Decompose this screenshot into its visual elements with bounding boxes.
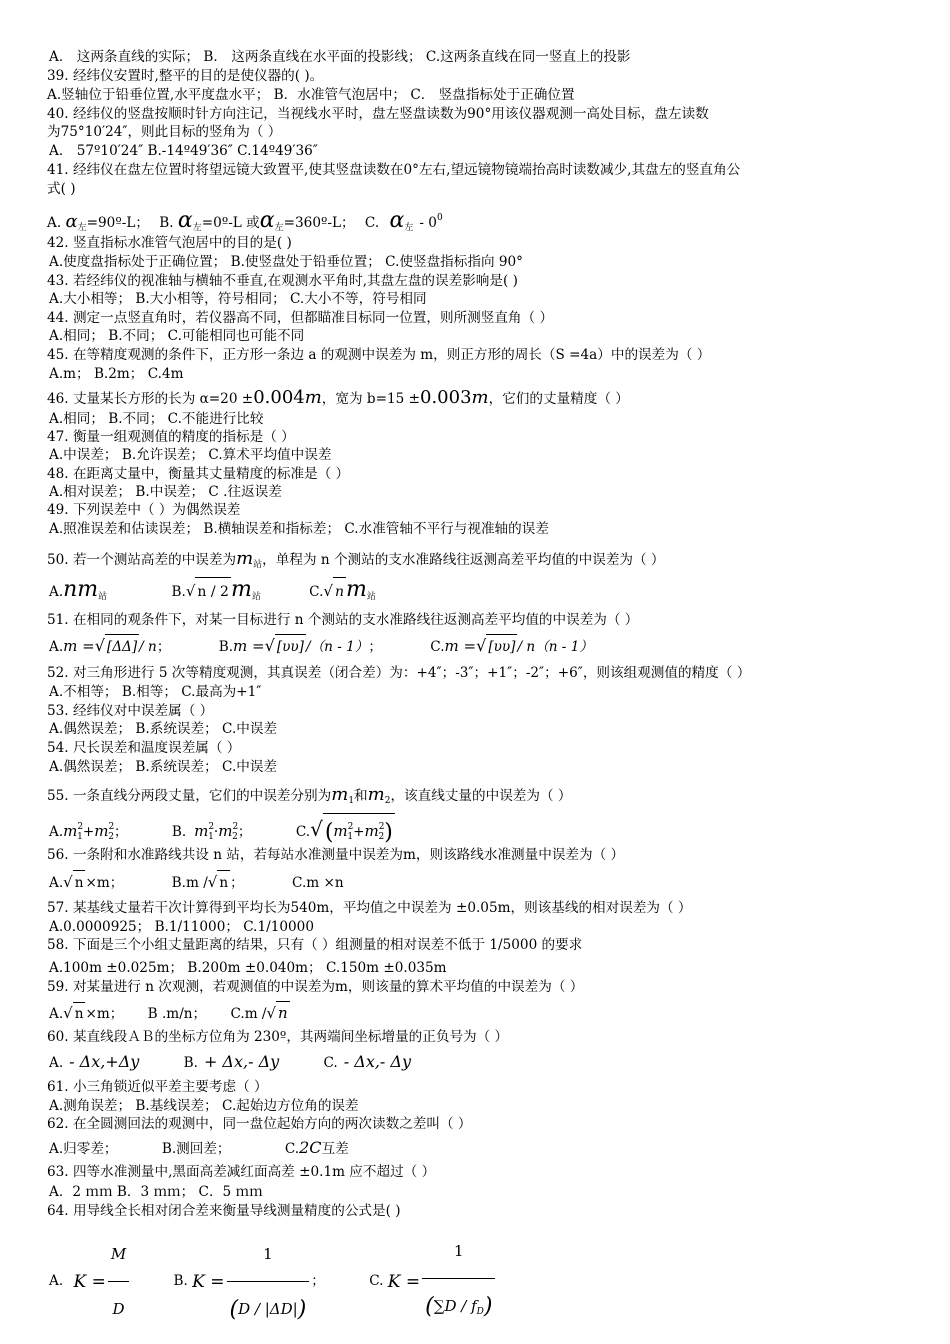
q38-options: A． 这两条直线的实际； B． 这两条直线在水平面的投影线； C.这两条直线在同一竖直上的投影 xyxy=(49,49,631,65)
q64-options: A. K = $\frac{M}{D}$ B. K = $\frac{1}{(D / |\Delta D|)}$ ； C. K = $\frac{1}{(\sum D / fD)}$ xyxy=(49,1224,497,1280)
q48-options: A.相对误差； B.中误差； C .往返误差 xyxy=(49,484,282,500)
q53-stem: 53. 经纬仪对中误差属（ ） xyxy=(47,703,214,719)
q59-stem: 59. 对某量进行 n 次观测，若观测值的中误差为m，则该量的算术平均值的中误差为（ ） xyxy=(47,979,584,995)
q64-stem: 64. 用导线全长相对闭合差来衡量导线测量精度的公式是( ) xyxy=(47,1203,401,1219)
q62-stem: 62. 在全圆测回法的观测中，同一盘位起始方向的两次读数之差叫（ ） xyxy=(47,1116,472,1132)
q43-options: A.大小相等； B.大小相等，符号相同； C.大小不等，符号相同 xyxy=(49,291,427,307)
q44-stem: 44. 测定一点竖直角时，若仪器高不同，但都瞄准目标同一位置，则所测竖直角（ ） xyxy=(47,310,554,326)
q47-options: A.中误差； B.允许误差； C.算术平均值中误差 xyxy=(49,447,332,463)
q50-stem: 50. 若一个测站高差的中误差为m站，单程为 n 个测站的支水准路线往返测高差平均值的中误差为（ ） xyxy=(47,548,665,570)
q40-stem-2: 为75°10′24″，则此目标的竖角为（ ） xyxy=(47,124,282,140)
q45-options: A.m； B.2m； C.4m xyxy=(49,366,184,382)
q40-stem-1: 40. 经纬仪的竖盘按顺时针方向注记，当视线水平时，盘左竖盘读数为90°用该仪器观测一高处目标，盘左读数 xyxy=(47,106,709,122)
q42-options: A.使度盘指标处于正确位置； B.使竖盘处于铅垂位置； C.使竖盘指标指向 90° xyxy=(49,254,523,270)
q63-stem: 63. 四等水准测量中,黑面高差减红面高差 ±0.1m 应不超过（ ） xyxy=(47,1164,436,1180)
q41-stem-2: 式( ) xyxy=(47,181,76,197)
q46-stem: 46. 丈量某长方形的长为 α=20 ±0.004m，宽为 b=15 ±0.003m，它们的丈量精度（ ） xyxy=(47,387,629,408)
q52-stem: 52. 对三角形进行 5 次等精度观测，其真误差（闭合差）为：+4″；-3″；+1″；-2″；+6″，则该组观测值的精度（ ） xyxy=(47,665,751,681)
q51-stem: 51. 在相同的观条件下，对某一目标进行 n 个测站的支水准路线往返测高差平均值的中误差为（ ） xyxy=(47,612,639,628)
q45-stem: 45. 在等精度观测的条件下，正方形一条边 a 的观测中误差为 m，则正方形的周长（S =4a）中的误差为（ ） xyxy=(47,347,711,363)
q41-options: A. α左=90º-L； B. α左=0º-L 或α左=360º-L； C. α左 - 00 xyxy=(47,208,443,233)
q52-options: A.不相等； B.相等； C.最高为+1″ xyxy=(49,684,262,700)
q57-stem: 57. 某基线丈量若干次计算得到平均长为540m，平均值之中误差为 ±0.05m，则该基线的相对误差为（ ） xyxy=(47,900,692,916)
q39-stem: 39. 经纬仪安置时,整平的目的是使仪器的( )。 xyxy=(47,68,324,84)
q39-options: A.竖轴位于铅垂位置,水平度盘水平； B．水准管气泡居中； C． 竖盘指标处于正确位置 xyxy=(47,87,575,103)
q44-options: A.相同； B.不同； C.可能相同也可能不同 xyxy=(49,328,305,344)
q53-options: A.偶然误差； B.系统误差； C.中误差 xyxy=(49,721,278,737)
q58-options: A.100m ±0.025m； B.200m ±0.040m； C.150m ±0.035m xyxy=(49,960,447,976)
q42-stem: 42. 竖直指标水准管气泡居中的目的是( ) xyxy=(47,235,292,251)
q49-stem: 49. 下列误差中（ ）为偶然误差 xyxy=(47,502,241,518)
q58-stem: 58. 下面是三个小组丈量距离的结果，只有（ ）组测量的相对误差不低于 1/5000 的要求 xyxy=(47,937,583,953)
q40-options: A． 57º10′24″ B.-14º49′36″ C.14º49′36″ xyxy=(49,143,318,159)
q61-options: A.测角误差； B.基线误差； C.起始边方位角的误差 xyxy=(49,1098,359,1114)
q56-options: A.√ n×m； B.m /√ n ； C.m ×n xyxy=(49,870,344,895)
q50-options: A.nm站 B.√ n / 2m站 C.√ nm站 xyxy=(49,576,376,611)
q55-options: A.m21+m22； B. m21·m22； C.√(m21+m22) xyxy=(49,813,395,850)
q54-options: A.偶然误差； B.系统误差； C.中误差 xyxy=(49,759,278,775)
q63-options: A．2 ｍｍ B．3 ｍｍ； C．5 ｍｍ xyxy=(49,1184,263,1200)
q54-stem: 54. 尺长误差和温度误差属（ ） xyxy=(47,740,241,756)
q60-stem: 60. 某直线段ＡＢ的坐标方位角为 230º，其两端间坐标增量的正负号为（ ） xyxy=(47,1029,509,1045)
q47-stem: 47. 衡量一组观测值的精度的指标是（ ） xyxy=(47,429,295,445)
q62-options: A.归零差； B.测回差； C.2C互差 xyxy=(49,1138,349,1157)
q56-stem: 56. 一条附和水准路线共设 n 站，若每站水准测量中误差为m，则该路线水准测量中误差为（ ） xyxy=(47,847,625,863)
q60-options: A. - Δx,+Δy B. + Δx,- Δy C. - Δx,- Δy xyxy=(49,1052,412,1071)
q46-options: A.相同； B.不同； C.不能进行比较 xyxy=(49,411,264,427)
q41-stem-1: 41. 经纬仪在盘左位置时将望远镜大致置平,使其竖盘读数在0°左右,望远镜物镜端抬高时读数减少,其盘左的竖直角公 xyxy=(47,162,741,178)
q59-options: A.√ n×m； B .m/n； C.m /√ n xyxy=(49,1001,290,1025)
q55-stem: 55. 一条直线分两段丈量，它们的中误差分别为m1和m2，该直线丈量的中误差为（ ） xyxy=(47,784,572,806)
q49-options: A.照准误差和估读误差； B.横轴误差和指标差； C.水准管轴不平行与视准轴的误差 xyxy=(49,521,549,537)
q51-options: A.m =√ [ΔΔ] / n； B.m =√ [υυ] /（n - 1）； C.m =√ [υυ] / n（n - 1） xyxy=(49,634,593,659)
q43-stem: 43. 若经纬仪的视准轴与横轴不垂直,在观测水平角时,其盘左盘的误差影响是( ) xyxy=(47,273,518,289)
q48-stem: 48. 在距离丈量中，衡量其丈量精度的标准是（ ） xyxy=(47,466,350,482)
q61-stem: 61. 小三角锁近似平差主要考虑（ ） xyxy=(47,1079,268,1095)
q57-options: A.0.0000925； B.1/11000； C.1/10000 xyxy=(49,919,314,935)
